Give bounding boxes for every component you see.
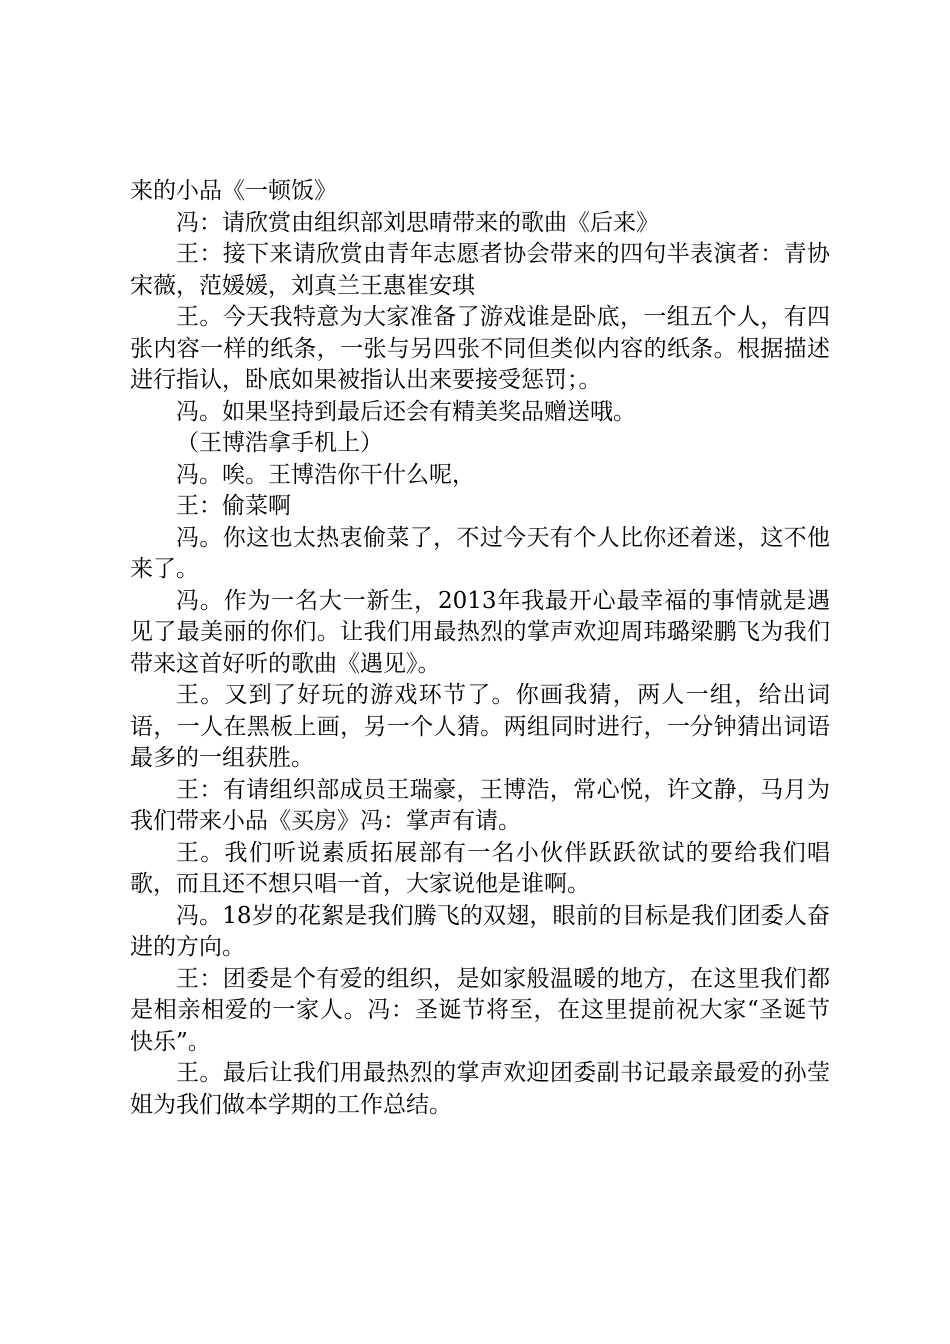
document-body (130, 176, 830, 1121)
paragraph: 冯。18岁的花絮是我们腾飞的双翅，眼前的目标是我们团委人奋进的方向。 (130, 902, 830, 960)
paragraph: 王。今天我特意为大家准备了游戏谁是卧底，一组五个人，有四张内容一样的纸条，一张与另四张不同但类似内容的纸条。根据描述进行指认，卧底如果被指认出来要接受惩罚；。 (130, 304, 830, 393)
paragraph: （王博浩拿手机上） (176, 430, 383, 456)
paragraph: 王。最后让我们用最热烈的掌声欢迎团委副书记最亲最爱的孙莹姐为我们做本学期的工作总结。 (130, 1060, 830, 1118)
paragraph: 冯。作为一名大一新生，2013年我最开心最幸福的事情就是遇见了最美丽的你们。让我们用最热烈的掌声欢迎周玮璐梁鹏飞为我们带来这首好听的歌曲《遇见》。 (130, 587, 830, 677)
paragraph: 王。我们听说素质拓展部有一名小伙伴跃跃欲试的要给我们唱歌，而且还不想只唱一首，大家说他是谁啊。 (130, 839, 830, 897)
paragraph: 王：偷菜啊 (176, 493, 291, 519)
paragraph: 王。又到了好玩的游戏环节了。你画我猜，两人一组，给出词语，一人在黑板上画，另一个人猜。两组同时进行，一分钟猜出词语最多的一组获胜。 (130, 682, 830, 771)
paragraph: 冯：请欣赏由组织部刘思晴带来的歌曲《后来》 (176, 209, 659, 236)
paragraph: 冯。唉。王博浩你干什么呢， (176, 461, 475, 488)
paragraph: 冯。你这也太热衷偷菜了，不过今天有个人比你还着迷，这不他来了。 (130, 524, 830, 582)
paragraph-continuation: 来的小品《一顿饭》 (130, 178, 337, 204)
paragraph: 王：接下来请欣赏由青年志愿者协会带来的四句半表演者：青协宋薇，范媛媛，刘真兰王惠崔安琪 (130, 241, 830, 299)
paragraph: 冯。如果坚持到最后还会有精美奖品赠送哦。 (176, 398, 636, 425)
paragraph: 王：团委是个有爱的组织，是如家般温暖的地方，在这里我们都是相亲相爱的一家人。冯：圣诞节将至，在这里提前祝大家“圣诞节快乐”。 (130, 965, 830, 1055)
paragraph: 王：有请组织部成员王瑞豪，王博浩，常心悦，许文静，马月为我们带来小品《买房》冯：掌声有请。 (130, 776, 830, 834)
